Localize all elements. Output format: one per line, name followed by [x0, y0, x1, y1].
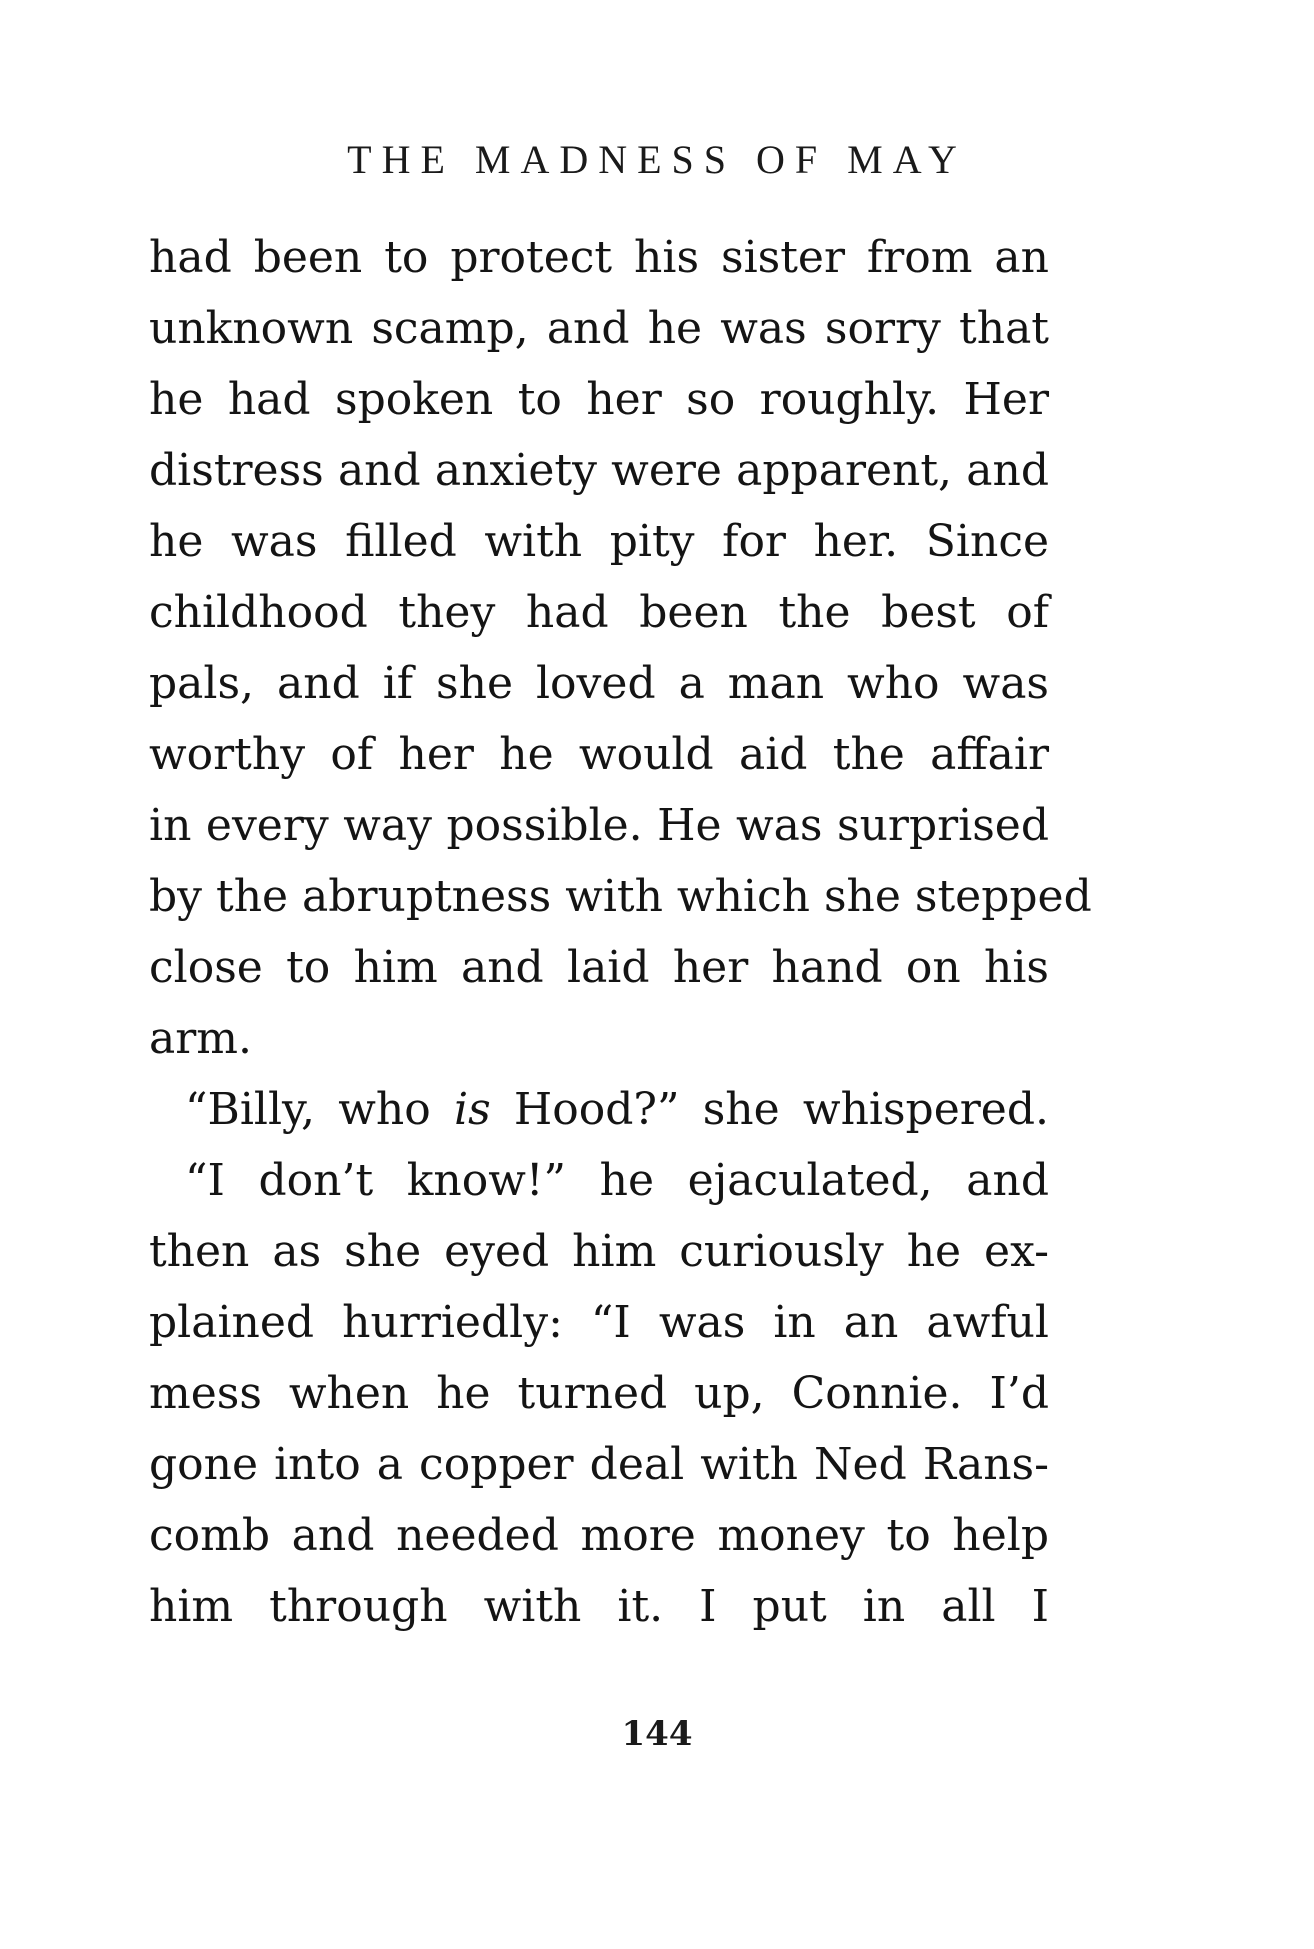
emphasis: is: [454, 1084, 491, 1135]
text-line: gone into a copper deal with Ned Rans-: [149, 1439, 1049, 1490]
text-line: [149, 1074, 1049, 1145]
text-line: arm.: [149, 1013, 252, 1064]
text-line: close to him and laid her hand on his: [149, 942, 1049, 993]
text-line: plained hurriedly: “I was in an awful: [149, 1297, 1049, 1348]
body-text: [149, 222, 1092, 1642]
text-line: “I don’t know!” he ejaculated, and: [185, 1155, 1049, 1206]
text-line: he had spoken to her so roughly. Her: [149, 374, 1049, 425]
dialogue-start: “Billy, who: [185, 1084, 454, 1135]
text-line: had been to protect his sister from an: [149, 232, 1049, 283]
text-line: childhood they had been the best of: [149, 587, 1049, 638]
text-line: him through with it. I put in all I: [149, 1581, 1049, 1632]
text-line: pals, and if she loved a man who was: [149, 658, 1049, 709]
text-line: he was filled with pity for her. Since: [149, 516, 1049, 567]
running-head: THE MADNESS OF MAY: [347, 137, 967, 182]
text-line: comb and needed more money to help: [149, 1510, 1049, 1561]
text-line: distress and anxiety were apparent, and: [149, 445, 1049, 496]
text-line: then as she eyed him curiously he ex-: [149, 1226, 1049, 1277]
page-number: 144: [621, 1714, 693, 1754]
text-line: worthy of her he would aid the affair: [149, 729, 1049, 780]
text-line: mess when he turned up, Connie. I’d: [149, 1368, 1049, 1419]
text-line: by the abruptness with which she stepped: [149, 871, 1092, 922]
text-line: unknown scamp, and he was sorry that: [149, 303, 1049, 354]
text-line: in every way possible. He was surprised: [149, 800, 1049, 851]
dialogue-end: Hood?” she whispered.: [490, 1084, 1049, 1135]
